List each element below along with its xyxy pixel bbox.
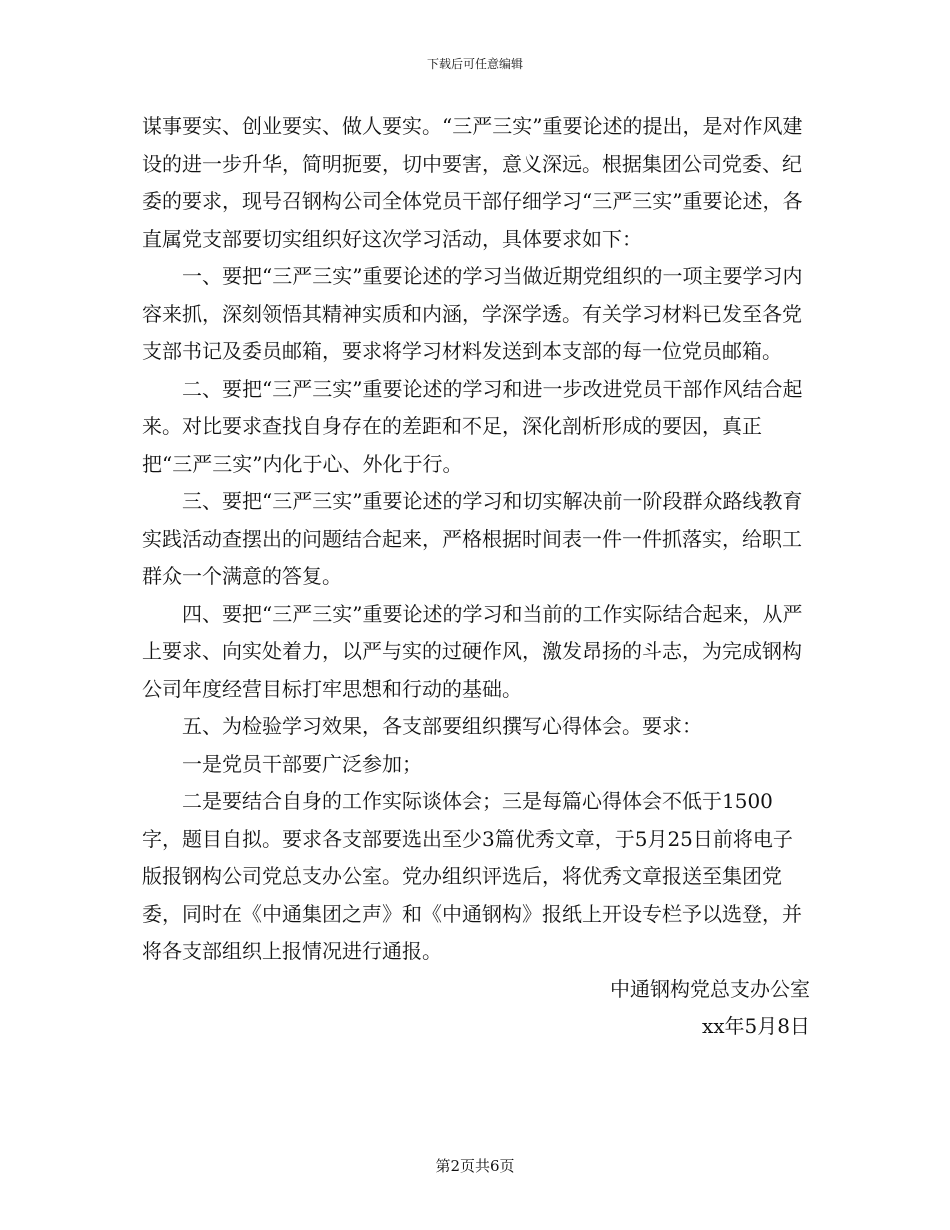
- document-body: [142, 108, 810, 1046]
- signature-date: xx年5月8日: [701, 1014, 810, 1038]
- paragraph-requirement-1: 一是党员干部要广泛参加；: [182, 751, 422, 776]
- paragraph-item-5: 五、为检验学习效果，各支部要组织撰写心得体会。要求：: [182, 714, 702, 738]
- paragraph-requirement-2: 二是要结合自身的工作实际谈体会；三是每篇心得体会不低于1500字，题目自拟。要求各支部要选出至少3篇优秀文章，于5月25日前将电子版报钢构公司党总支办公室。党办组织评选后，将优秀文章报送至集团党委，同时在《中通集团之声》和《中通钢构》报纸上开设专栏予以选登，并将各支部组织上报情况进行通报。: [142, 789, 802, 963]
- signature-office: 中通钢构党总支办公室: [610, 976, 810, 1001]
- paragraph-item-4: 四、要把“三严三实”重要论述的学习和当前的工作实际结合起来，从严上要求、向实处着力，以严与实的过硬作风，激发昂扬的斗志，为完成钢构公司年度经营目标打牢思想和行动的基础。: [142, 601, 803, 701]
- paragraph-intro: 谋事要实、创业要实、做人要实。“三严三实”重要论述的提出，是对作风建设的进一步升华，简明扼要，切中要害，意义深远。根据集团公司党委、纪委的要求，现号召钢构公司全体党员干部仔细学习“三严三实”重要论述，各直属党支部要切实组织好这次学习活动，具体要求如下：: [142, 114, 803, 251]
- paragraph-item-1: 一、要把“三严三实”重要论述的学习当做近期党组织的一项主要学习内容来抓，深刻领悟其精神实质和内涵，学深学透。有关学习材料已发至各党支部书记及委员邮箱，要求将学习材料发送到本支部的每一位党员邮箱。: [142, 264, 803, 363]
- paragraph-item-2: 二、要把“三严三实”重要论述的学习和进一步改进党员干部作风结合起来。对比要求查找自身存在的差距和不足，深化剖析形成的要因，真正把“三严三实”内化于心、外化于行。: [142, 376, 803, 476]
- page-header: 下载后可任意编辑: [426, 57, 523, 71]
- page-number: 第2页共6页: [435, 1157, 515, 1175]
- paragraph-item-3: 三、要把“三严三实”重要论述的学习和切实解决前一阶段群众路线教育实践活动查摆出的问题结合起来，严格根据时间表一件一件抓落实，给职工群众一个满意的答复。: [142, 489, 803, 588]
